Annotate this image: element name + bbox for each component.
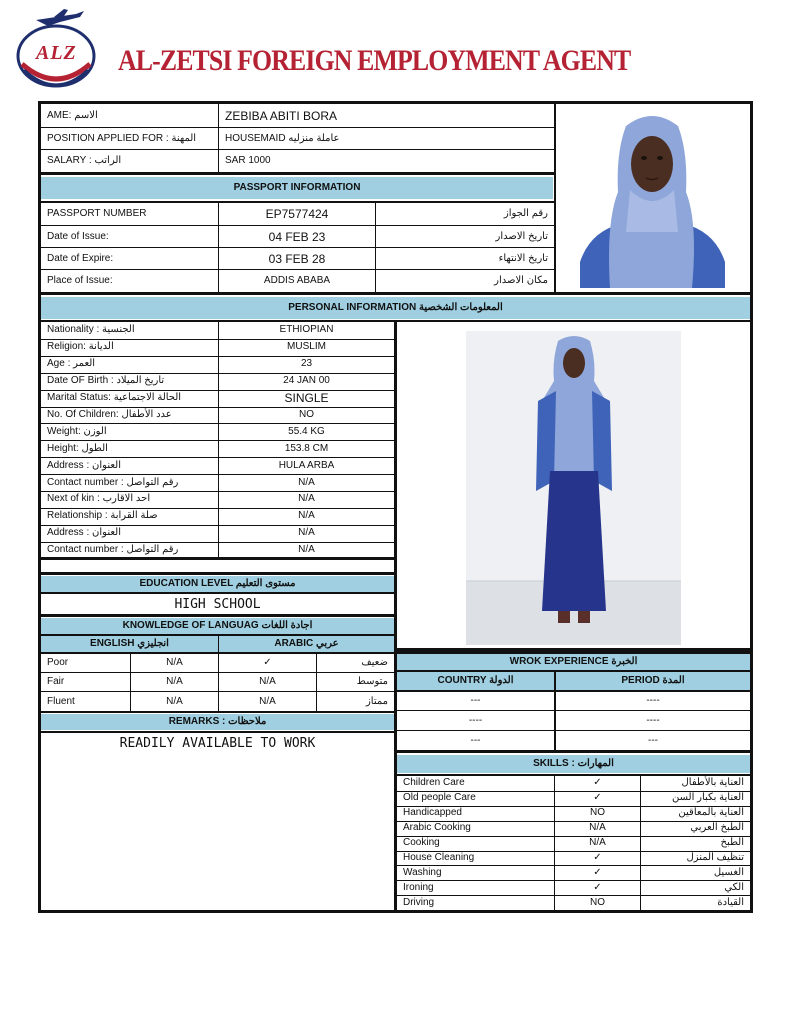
- personal-row-label: Nationality : الجنسية: [47, 324, 135, 336]
- skill-arabic: الطبخ: [720, 837, 744, 849]
- passport-row-label: Date of Issue:: [47, 230, 109, 242]
- personal-row-label: Address : العنوان: [47, 527, 121, 539]
- language-level-label: Fair: [47, 676, 65, 687]
- skill-label: Arabic Cooking: [403, 822, 471, 834]
- experience-period: ----: [646, 695, 660, 706]
- personal-row-value: 55.4 KG: [288, 425, 325, 437]
- personal-row-value: 24 JAN 00: [283, 375, 330, 387]
- personal-row-label: Contact number : رقم التواصل: [47, 544, 179, 556]
- personal-row-value: 153.8 CM: [284, 442, 329, 454]
- personal-row-value: SINGLE: [284, 391, 329, 406]
- passport-row-arabic: تاريخ الانتهاء: [498, 252, 548, 264]
- english-column-header: ENGLISH انجليزي: [41, 636, 218, 652]
- skill-label: Children Care: [403, 777, 465, 789]
- experience-period: ----: [646, 714, 660, 726]
- skill-value: ✓: [593, 777, 602, 789]
- personal-row-label: Age : العمر: [47, 358, 96, 370]
- skill-arabic: القيادة: [717, 896, 744, 908]
- personal-row-value: NO: [299, 408, 314, 420]
- passport-section-header: PASSPORT INFORMATION: [41, 177, 553, 199]
- languages-section-header: KNOWLEDGE OF LANGUAG اجادة اللغات: [41, 618, 394, 634]
- skill-arabic: تنظيف المنزل: [686, 851, 744, 863]
- education-section-header: EDUCATION LEVEL مستوى التعليم: [41, 576, 394, 592]
- passport-row-arabic: مكان الاصدار: [494, 275, 548, 286]
- passport-row-value: ADDIS ABABA: [263, 275, 331, 286]
- personal-row-value: N/A: [298, 510, 315, 522]
- arabic-level-value: N/A: [259, 695, 276, 707]
- skill-label: Driving: [403, 896, 435, 908]
- experience-period: ---: [648, 734, 658, 746]
- position-label: POSITION APPLIED FOR : المهنة: [47, 132, 197, 144]
- full-body-photo: [466, 331, 681, 645]
- passport-row-arabic: رقم الجواز: [503, 208, 548, 219]
- skill-value: ✓: [593, 881, 602, 893]
- personal-row-value: MUSLIM: [287, 341, 326, 353]
- experience-country: ---: [470, 695, 481, 706]
- passport-row-value: 03 FEB 28: [268, 251, 326, 266]
- personal-row-label: Address : العنوان: [47, 459, 121, 471]
- skill-label: Cooking: [403, 837, 440, 849]
- english-level-value: N/A: [166, 695, 183, 707]
- personal-row-label: Weight: الوزن: [47, 425, 107, 437]
- arabic-column-header: ARABIC عربي: [219, 636, 394, 652]
- personal-row-label: Height: الطول: [47, 442, 108, 454]
- logo-text: ALZ: [36, 42, 77, 64]
- position-value: HOUSEMAID عاملة منزليه: [225, 132, 340, 144]
- skill-label: House Cleaning: [403, 851, 475, 863]
- candidate-name: ZEBIBA ABITI BORA: [225, 108, 338, 123]
- skill-value: N/A: [589, 822, 606, 834]
- experience-country: ----: [468, 714, 483, 726]
- language-level-arabic: ممتاز: [365, 695, 388, 707]
- skill-value: NO: [590, 896, 605, 908]
- agency-logo: [14, 8, 98, 88]
- skill-arabic: العناية بالأطفال: [681, 777, 744, 789]
- skill-value: ✓: [593, 851, 602, 863]
- language-level-label: Fluent: [47, 695, 75, 707]
- personal-row-label: Marital Status: الحالة الاجتماعية: [47, 392, 182, 404]
- passport-row-value: EP7577424: [265, 207, 329, 221]
- arabic-level-value: ✓: [263, 657, 272, 668]
- skill-label: Handicapped: [403, 807, 462, 819]
- personal-row-label: Next of kin : احد الاقارب: [47, 493, 151, 505]
- salary-label: SALARY : الراتب: [47, 155, 122, 166]
- language-level-arabic: ضعيف: [361, 657, 388, 668]
- arabic-level-value: N/A: [259, 676, 276, 687]
- skill-value: N/A: [589, 837, 606, 849]
- passport-row-label: PASSPORT NUMBER: [47, 208, 147, 219]
- experience-section-header: WROK EXPERIENCE الخبرة: [397, 654, 750, 670]
- skill-value: ✓: [593, 866, 602, 878]
- skill-value: NO: [590, 807, 605, 819]
- personal-row-value: HULA ARBA: [278, 459, 335, 471]
- passport-row-label: Date of Expire:: [47, 252, 114, 264]
- personal-row-value: ETHIOPIAN: [279, 324, 334, 336]
- skill-arabic: الطبخ العربي: [690, 822, 744, 834]
- skill-label: Old people Care: [403, 792, 476, 804]
- passport-photo: [580, 112, 725, 288]
- personal-row-label: Relationship : صلة القرابة: [47, 510, 158, 522]
- personal-row-value: 23: [300, 358, 313, 370]
- skill-label: Washing: [403, 866, 442, 878]
- personal-row-value: N/A: [298, 527, 315, 539]
- personal-row-label: Religion: الديانة: [47, 341, 114, 353]
- english-level-value: N/A: [166, 676, 183, 687]
- personal-section-header: PERSONAL INFORMATION المعلومات الشخصية: [41, 297, 750, 319]
- skill-arabic: العناية بكبار السن: [672, 792, 744, 804]
- skill-label: Ironing: [403, 881, 434, 893]
- country-column-header: COUNTRY الدولة: [397, 672, 554, 690]
- personal-row-value: N/A: [298, 493, 315, 505]
- agency-name: AL-ZETSI FOREIGN EMPLOYMENT AGENT: [118, 44, 631, 77]
- language-level-label: Poor: [47, 657, 69, 668]
- english-level-value: N/A: [166, 657, 183, 668]
- skill-arabic: الغسيل: [713, 866, 744, 878]
- personal-row-label: Date OF Birth : تاريخ الميلاد: [47, 375, 165, 387]
- language-level-arabic: متوسط: [356, 676, 388, 687]
- remarks-text: READILY AVAILABLE TO WORK: [119, 735, 316, 751]
- experience-country: ---: [470, 734, 481, 746]
- passport-row-value: 04 FEB 23: [268, 229, 326, 244]
- personal-row-value: N/A: [298, 544, 315, 556]
- personal-row-label: No. Of Children: عدد الأطفال: [47, 408, 172, 420]
- personal-row-value: N/A: [298, 476, 315, 488]
- period-column-header: PERIOD المدة: [556, 672, 750, 690]
- skill-arabic: الكي: [724, 881, 744, 893]
- education-level: HIGH SCHOOL: [174, 596, 261, 612]
- passport-row-label: Place of Issue:: [47, 275, 113, 286]
- skills-section-header: SKILLS : المهارات: [397, 755, 750, 773]
- skill-value: ✓: [593, 792, 602, 804]
- skill-arabic: العناية بالمعاقين: [678, 807, 744, 819]
- personal-row-label: Contact number : رقم التواصل: [47, 476, 179, 488]
- salary-value: SAR 1000: [225, 155, 271, 166]
- name-label: AME: الاسم: [47, 109, 98, 121]
- remarks-section-header: REMARKS : ملاحظات: [41, 714, 394, 730]
- passport-row-arabic: تاريخ الاصدار: [495, 230, 548, 242]
